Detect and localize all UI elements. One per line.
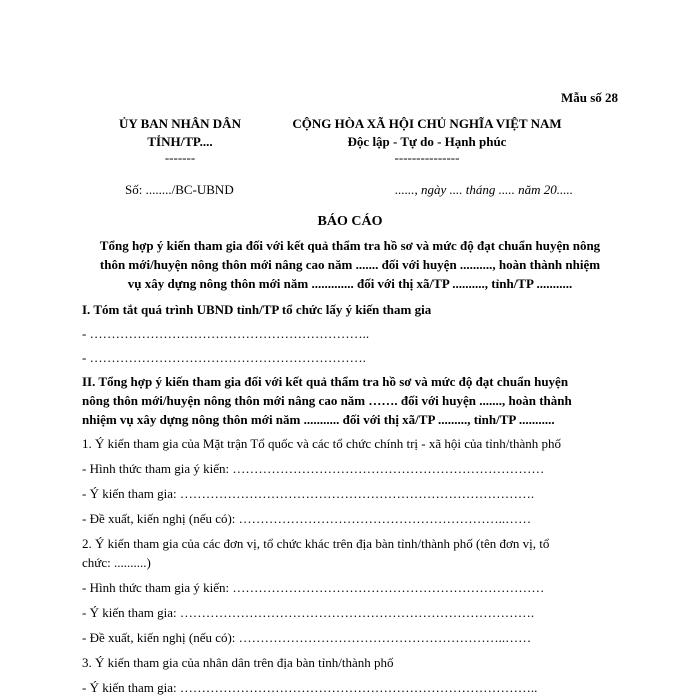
- issuing-province: TỈNH/TP....: [147, 134, 213, 149]
- subsection-3-line: - Ý kiến tham gia: ………………………………………………………………………..: [82, 680, 538, 695]
- subsection-2-title-line: chức: ..........): [82, 555, 151, 570]
- national-motto: Độc lập - Tự do - Hạnh phúc: [347, 134, 507, 149]
- section-1-item: - ……………………………………………………….: [82, 350, 366, 365]
- report-subtitle-line: thôn mới/huyện nông thôn mới nâng cao năm ....... đối với huyện .........., hoàn thành nhiệm: [99, 257, 601, 272]
- subsection-1-line: - Đề xuất, kiến nghị (nếu có): ……………………………………………………..……: [82, 511, 532, 526]
- section-1-item: - ………………………………………………………..: [82, 326, 370, 341]
- report-title: BÁO CÁO: [317, 214, 383, 229]
- report-subtitle-line: vụ xây dựng nông thôn mới năm ............. đối với thị xã/TP .........., tỉnh/TP ...........: [127, 276, 573, 291]
- issuing-authority: ỦY BAN NHÂN DÂN: [119, 116, 241, 131]
- section-2-heading-line: II. Tổng hợp ý kiến tham gia đối với kết quả thẩm tra hồ sơ và mức độ đạt chuẩn huyện: [82, 374, 569, 389]
- section-1-heading: I. Tóm tắt quá trình UBND tỉnh/TP tổ chức lấy ý kiến tham gia: [82, 302, 432, 317]
- report-subtitle-line: Tổng hợp ý kiến tham gia đối với kết quả thẩm tra hồ sơ và mức độ đạt chuẩn huyện nông: [99, 238, 601, 253]
- subsection-2-line: - Đề xuất, kiến nghị (nếu có): ……………………………………………………..……: [82, 630, 532, 645]
- document-date: ......, ngày .... tháng ..... năm 20.....: [395, 182, 574, 197]
- subsection-1-title: 1. Ý kiến tham gia của Mặt trận Tổ quốc và các tổ chức chính trị - xã hội của tỉnh/thành phố: [82, 436, 561, 451]
- subsection-1-line: - Hình thức tham gia ý kiến: ………………………………………………………………: [82, 461, 545, 476]
- right-header-separator: ---------------: [394, 150, 460, 165]
- section-2-heading-line: nhiệm vụ xây dựng nông thôn mới năm ........... đối với thị xã/TP ........., tỉnh/TP ...........: [82, 412, 555, 427]
- left-header-separator: -------: [164, 150, 196, 165]
- national-title: CỘNG HÒA XÃ HỘI CHỦ NGHĨA VIỆT NAM: [292, 116, 562, 131]
- section-2-heading-line: nông thôn mới/huyện nông thôn mới nâng cao năm ……. đối với huyện ......., hoàn thành: [82, 393, 572, 408]
- subsection-1-line: - Ý kiến tham gia: ……………………………………………………………………….: [82, 486, 535, 501]
- document-number: Số: ......../BC-UBND: [125, 182, 234, 197]
- form-number: Mẫu số 28: [560, 90, 618, 105]
- subsection-3-title: 3. Ý kiến tham gia của nhân dân trên địa bàn tỉnh/thành phố: [82, 655, 394, 670]
- subsection-2-line: - Ý kiến tham gia: ……………………………………………………………………….: [82, 605, 535, 620]
- subsection-2-title-line: 2. Ý kiến tham gia của các đơn vị, tổ chức khác trên địa bàn tỉnh/thành phố (tên đơn vị, tổ: [82, 536, 550, 551]
- subsection-2-line: - Hình thức tham gia ý kiến: ………………………………………………………………: [82, 580, 545, 595]
